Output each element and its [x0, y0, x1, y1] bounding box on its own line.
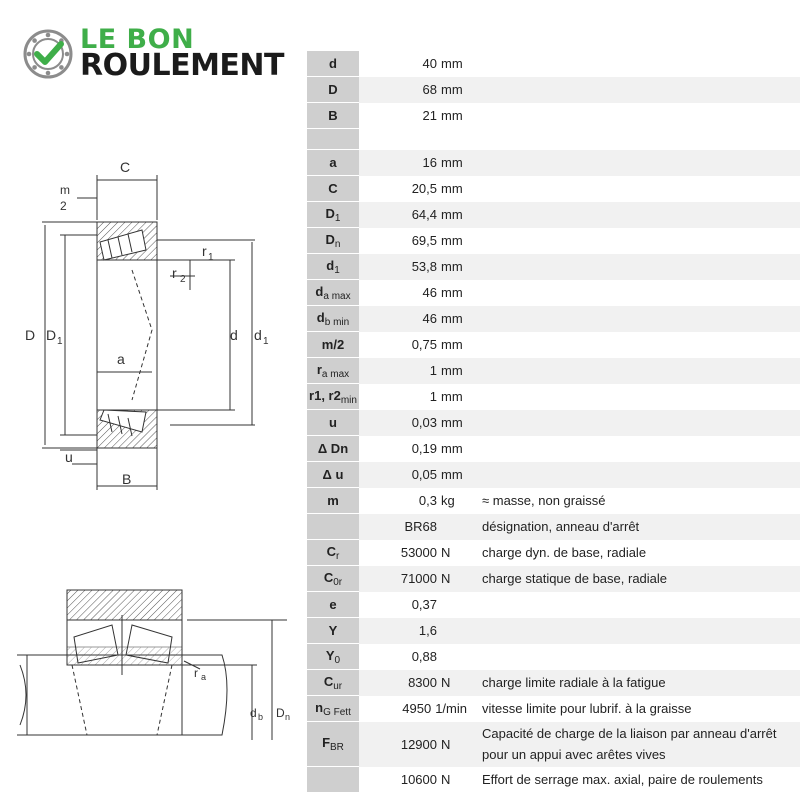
description-text: vitesse limite pour lubrif. à la graisse — [482, 701, 692, 716]
table-cell-symbol — [307, 488, 359, 514]
value-number: 71000 — [400, 571, 437, 586]
table-cell-description — [467, 488, 800, 514]
label-ra: r — [194, 666, 198, 680]
table-row — [307, 254, 800, 280]
label-d1: d — [254, 327, 262, 343]
table-cell-description — [467, 358, 800, 384]
table-cell-symbol — [307, 696, 359, 722]
value-number: 0,75 — [411, 337, 437, 352]
table-cell-value — [359, 722, 467, 767]
symbol-text: m — [327, 493, 339, 508]
table-cell-symbol — [307, 358, 359, 384]
bearing-cross-section-drawing — [20, 150, 280, 495]
table-cell-symbol — [307, 462, 359, 488]
label-db-sub: b — [258, 712, 264, 722]
symbol-text: d — [315, 283, 324, 299]
table-row — [307, 176, 800, 202]
symbol-subscript: min — [340, 394, 357, 406]
table-row — [307, 618, 800, 644]
value-number: 46 — [422, 285, 437, 300]
value-unit: mm — [441, 337, 463, 352]
table-cell-value — [359, 592, 467, 618]
table-row — [307, 150, 800, 176]
table-row — [307, 514, 800, 540]
label-D1-sub: 1 — [57, 336, 63, 347]
table-cell-description — [467, 514, 800, 540]
symbol-subscript: r — [336, 550, 340, 562]
symbol-text: d — [329, 56, 337, 71]
table-cell-value — [359, 410, 467, 436]
table-cell-value — [359, 228, 467, 254]
symbol-subscript: a max — [321, 368, 350, 380]
value-unit: mm — [441, 285, 463, 300]
symbol-text: C — [328, 181, 338, 196]
label-r2-sub: 2 — [180, 274, 186, 285]
value-number: 16 — [422, 155, 437, 170]
table-cell-symbol — [307, 436, 359, 462]
bearing-check-icon — [22, 28, 74, 80]
value-unit: mm — [441, 82, 463, 97]
symbol-subscript: G Fett — [323, 706, 351, 718]
table-cell-value — [359, 767, 467, 793]
value-unit: mm — [441, 108, 463, 123]
table-cell-description — [467, 384, 800, 410]
value-unit: mm — [441, 441, 463, 456]
table-cell-value — [359, 540, 467, 566]
table-cell-symbol — [307, 384, 359, 410]
symbol-text: D — [325, 231, 335, 247]
description-text: Capacité de charge de la liaison par anneau d'arrêt — [482, 726, 777, 741]
table-cell-symbol — [307, 514, 359, 540]
table-cell-description — [467, 228, 800, 254]
value-number: 0,05 — [411, 467, 437, 482]
table-row — [307, 540, 800, 566]
symbol-subscript: n — [334, 238, 341, 250]
table-cell-symbol — [307, 540, 359, 566]
table-cell-symbol — [307, 644, 359, 670]
table-row — [307, 670, 800, 696]
table-cell-value — [359, 129, 467, 150]
value-number: 1,6 — [418, 623, 437, 638]
table-cell-description — [467, 618, 800, 644]
table-row — [307, 103, 800, 129]
table-row — [307, 767, 800, 793]
table-row — [307, 696, 800, 722]
value-unit: mm — [441, 363, 463, 378]
brand-logo[interactable] — [22, 26, 297, 86]
symbol-text: r1, r2 — [309, 387, 341, 403]
table-cell-value — [359, 103, 467, 129]
value-number: 68 — [422, 82, 437, 97]
table-row — [307, 384, 800, 410]
table-row — [307, 51, 800, 77]
symbol-text: C — [323, 569, 334, 585]
label-u: u — [65, 449, 73, 465]
table-cell-symbol — [307, 176, 359, 202]
description-text: Effort de serrage max. axial, paire de roulements — [482, 772, 763, 787]
value-number: 1 — [429, 389, 437, 404]
table-cell-description — [467, 254, 800, 280]
symbol-text: C — [326, 543, 337, 559]
table-cell-description — [467, 644, 800, 670]
label-d: d — [230, 327, 238, 343]
table-cell-value — [359, 77, 467, 103]
symbol-text: D — [325, 205, 335, 221]
table-cell-symbol — [307, 254, 359, 280]
value-number: 0,88 — [411, 649, 437, 664]
value-number: 69,5 — [411, 233, 437, 248]
table-cell-description — [467, 77, 800, 103]
logo-text-line2: ROULEMENT — [80, 48, 284, 83]
symbol-subscript: ur — [333, 680, 343, 692]
symbol-subscript: 1 — [334, 264, 340, 276]
value-unit: mm — [441, 415, 463, 430]
label-r2: r — [172, 265, 177, 281]
table-cell-symbol — [307, 767, 359, 793]
table-row — [307, 280, 800, 306]
table-cell-description — [467, 462, 800, 488]
label-m-denominator: 2 — [60, 199, 67, 213]
value-number: 40 — [422, 56, 437, 72]
value-unit: N — [441, 675, 451, 690]
table-cell-description — [467, 150, 800, 176]
value-number: 8300 — [408, 675, 437, 690]
value-unit: N — [441, 772, 451, 787]
table-row — [307, 566, 800, 592]
table-cell-description — [467, 129, 800, 150]
value-unit: mm — [441, 311, 463, 326]
description-text: ≈ masse, non graissé — [482, 493, 606, 508]
table-cell-symbol — [307, 332, 359, 358]
table-row — [307, 358, 800, 384]
table-cell-symbol — [307, 202, 359, 228]
table-cell-symbol — [307, 150, 359, 176]
symbol-subscript: BR — [330, 742, 344, 753]
table-cell-description — [467, 202, 800, 228]
value-unit: kg — [441, 493, 455, 508]
table-cell-description — [467, 540, 800, 566]
value-number: 4950 — [402, 701, 432, 716]
value-number: 0,03 — [411, 415, 437, 430]
symbol-text: Δ u — [322, 467, 344, 482]
table-cell-value — [359, 51, 467, 77]
symbol-text: D — [328, 82, 338, 97]
table-cell-symbol — [307, 410, 359, 436]
label-Dn: D — [276, 706, 285, 720]
value-number: 1 — [429, 363, 437, 378]
value-unit: 1/min — [435, 701, 467, 716]
label-C: C — [120, 159, 131, 175]
table-row — [307, 462, 800, 488]
value-number: 10600 — [400, 772, 437, 787]
table-cell-value — [359, 176, 467, 202]
table-row — [307, 228, 800, 254]
table-cell-description — [467, 410, 800, 436]
table-cell-symbol — [307, 592, 359, 618]
table-cell-symbol — [307, 77, 359, 103]
value-number: 20,5 — [411, 181, 437, 196]
table-cell-value — [359, 150, 467, 176]
symbol-text: e — [329, 597, 337, 612]
table-row — [307, 332, 800, 358]
value-number: 46 — [422, 311, 437, 326]
value-number: 12900 — [400, 736, 437, 752]
spec-table — [307, 51, 800, 793]
table-cell-value — [359, 332, 467, 358]
table-cell-symbol — [307, 280, 359, 306]
label-r1: r — [202, 243, 207, 259]
value-number: 53,8 — [411, 259, 437, 274]
table-cell-value — [359, 696, 467, 722]
table-cell-value — [359, 566, 467, 592]
table-cell-symbol — [307, 129, 359, 150]
table-row — [307, 410, 800, 436]
table-cell-symbol — [307, 670, 359, 696]
table-cell-description — [467, 176, 800, 202]
table-cell-value — [359, 436, 467, 462]
symbol-text: Y — [325, 647, 335, 663]
value-number: 53000 — [400, 545, 437, 560]
symbol-text: B — [328, 108, 338, 123]
table-cell-description — [467, 436, 800, 462]
table-cell-description — [467, 670, 800, 696]
table-row — [307, 722, 800, 767]
table-cell-value — [359, 254, 467, 280]
label-D: D — [25, 327, 36, 343]
symbol-text: u — [329, 415, 337, 430]
table-row — [307, 306, 800, 332]
symbol-subscript: 0r — [333, 576, 343, 588]
symbol-subscript: b min — [324, 316, 350, 328]
table-cell-description — [467, 592, 800, 618]
value-unit: mm — [441, 467, 463, 482]
table-cell-description — [467, 306, 800, 332]
symbol-text: d — [316, 309, 325, 325]
value-unit: mm — [441, 389, 463, 404]
table-cell-description — [467, 566, 800, 592]
table-row — [307, 77, 800, 103]
label-r1-sub: 1 — [208, 252, 214, 263]
table-cell-value — [359, 462, 467, 488]
table-cell-description — [467, 332, 800, 358]
table-cell-value — [359, 202, 467, 228]
table-cell-description — [467, 767, 800, 793]
label-db: d — [250, 706, 257, 720]
description-text: charge limite radiale à la fatigue — [482, 675, 666, 690]
value-unit: N — [441, 571, 451, 586]
symbol-text: d — [326, 257, 335, 273]
table-cell-description — [467, 280, 800, 306]
table-cell-symbol — [307, 566, 359, 592]
logo-text-line1: LE BON — [80, 24, 195, 55]
value-number: 64,4 — [411, 207, 437, 222]
value-unit: mm — [441, 56, 463, 72]
value-unit: mm — [441, 233, 463, 248]
label-a: a — [117, 351, 125, 367]
label-Dn-sub: n — [285, 712, 291, 722]
table-cell-symbol — [307, 618, 359, 644]
symbol-text: Y — [328, 623, 338, 638]
value-unit: mm — [441, 181, 463, 196]
symbol-text: a — [329, 155, 337, 170]
table-cell-value — [359, 306, 467, 332]
label-B: B — [122, 471, 132, 487]
description-text: charge statique de base, radiale — [482, 571, 668, 586]
table-cell-value — [359, 280, 467, 306]
description-text-line2: pour un appui avec arêtes vives — [482, 747, 666, 762]
value-number: 21 — [422, 108, 437, 123]
table-row — [307, 592, 800, 618]
table-row — [307, 129, 800, 150]
description-text: charge dyn. de base, radiale — [482, 545, 647, 560]
table-row — [307, 488, 800, 514]
table-cell-symbol — [307, 306, 359, 332]
symbol-text: F — [322, 735, 331, 750]
value-number: 0,3 — [418, 493, 437, 508]
table-cell-description — [467, 722, 800, 767]
value-unit: mm — [441, 259, 463, 274]
label-ra-sub: a — [201, 672, 207, 682]
table-cell-value — [359, 384, 467, 410]
table-cell-value — [359, 670, 467, 696]
label-D1: D — [46, 327, 57, 343]
value-unit: N — [441, 736, 451, 752]
symbol-text: Δ Dn — [317, 441, 349, 456]
table-cell-symbol — [307, 228, 359, 254]
table-cell-value — [359, 514, 467, 540]
value-unit: N — [441, 545, 451, 560]
value-number: 0,37 — [411, 597, 437, 612]
label-m: m — [60, 183, 70, 197]
symbol-subscript: 0 — [334, 654, 341, 666]
symbol-subscript: a max — [323, 290, 351, 302]
value-number: 0,19 — [411, 441, 437, 456]
table-row — [307, 644, 800, 670]
symbol-text: C — [323, 673, 334, 689]
table-cell-description — [467, 696, 800, 722]
table-cell-description — [467, 51, 800, 77]
table-row — [307, 436, 800, 462]
symbol-text: n — [315, 699, 324, 715]
label-d1-sub: 1 — [263, 336, 269, 347]
table-cell-symbol — [307, 722, 359, 767]
table-cell-description — [467, 103, 800, 129]
table-cell-value — [359, 358, 467, 384]
table-row — [307, 202, 800, 228]
symbol-text: m/2 — [321, 337, 345, 352]
table-cell-symbol — [307, 103, 359, 129]
table-cell-value — [359, 618, 467, 644]
bearing-mounting-drawing — [12, 585, 302, 745]
value-unit: mm — [441, 207, 463, 222]
symbol-text: r — [316, 361, 322, 377]
value-number: BR68 — [404, 519, 437, 534]
table-cell-value — [359, 488, 467, 514]
table-cell-value — [359, 644, 467, 670]
table-cell-symbol — [307, 51, 359, 77]
value-unit: mm — [441, 155, 463, 170]
symbol-subscript: 1 — [334, 212, 341, 224]
description-text: désignation, anneau d'arrêt — [482, 519, 640, 534]
